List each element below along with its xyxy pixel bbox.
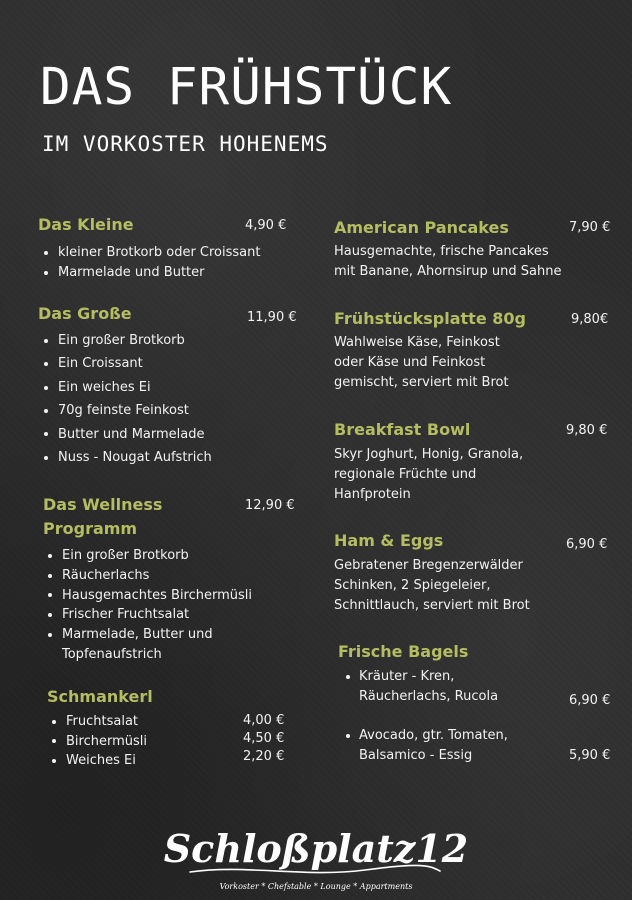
list-wellness <box>44 546 252 665</box>
list-item: Räucherlachs <box>44 566 252 586</box>
list-item: Ein Croissant <box>40 352 212 375</box>
logo-swash-icon <box>185 862 445 880</box>
bagel-item-avocado: Avocado, gtr. Tomaten, Balsamico - Essig <box>338 726 508 766</box>
logo-tagline: Vorkoster * Chefstable * Lounge * Appartments <box>219 882 413 891</box>
desc-american-pancakes: Hausgemachte, frische Pancakes mit Banane, Ahornsirup und Sahne <box>334 244 562 279</box>
price-american-pancakes: 7,90 € <box>569 220 611 235</box>
price-wellness: 12,90 € <box>245 498 295 513</box>
list-item: Marmelade, Butter und <box>44 625 252 645</box>
list-item: Ein großer Brotkorb <box>44 546 252 566</box>
list-das-kleine <box>40 243 260 283</box>
price-fruchtsalat: 4,00 € <box>243 713 285 728</box>
list-item-continuation: Topfenaufstrich <box>62 646 162 662</box>
list-schmankerl <box>48 712 147 771</box>
section-title-schmankerl: Schmankerl <box>47 687 153 706</box>
list-das-grosse <box>40 329 212 469</box>
page-title: DAS FRÜHSTÜCK <box>40 58 453 117</box>
list-item: Ein großer Brotkorb <box>40 329 212 352</box>
logo-wordmark: Schloßplatz12 <box>163 826 469 871</box>
list-item: Weiches Ei <box>48 751 147 771</box>
list-item: Nuss - Nougat Aufstrich <box>40 446 212 469</box>
price-breakfast-bowl: 9,80 € <box>566 423 608 438</box>
section-title-wellness-line2: Programm <box>43 519 138 538</box>
price-das-kleine: 4,90 € <box>245 218 287 233</box>
section-title-breakfast-bowl: Breakfast Bowl <box>334 420 471 439</box>
section-title-das-grosse: Das Große <box>38 304 132 323</box>
desc-fruehstuecksplatte: Wahlweise Käse, Feinkost oder Käse und Feinkost gemischt, serviert mit Brot <box>334 335 509 390</box>
desc-ham-eggs: Gebratener Bregenzerwälder Schinken, 2 Spiegeleier, Schnittlauch, serviert mit Brot <box>334 558 530 613</box>
section-title-ham-eggs: Ham & Eggs <box>334 531 444 550</box>
section-title-frische-bagels: Frische Bagels <box>338 642 469 661</box>
section-title-american-pancakes: American Pancakes <box>334 218 509 237</box>
section-title-fruehstuecksplatte: Frühstücksplatte 80g <box>334 309 526 328</box>
price-birchermuesli: 4,50 € <box>243 731 285 746</box>
price-bagel-avocado: 5,90 € <box>569 748 611 763</box>
list-item: kleiner Brotkorb oder Croissant <box>40 243 260 263</box>
price-weiches-ei: 2,20 € <box>243 749 285 764</box>
list-item: 70g feinste Feinkost <box>40 399 212 422</box>
price-ham-eggs: 6,90 € <box>566 537 608 552</box>
list-item: Birchermüsli <box>48 732 147 752</box>
list-item: Frischer Fruchtsalat <box>44 605 252 625</box>
section-title-das-kleine: Das Kleine <box>38 215 134 234</box>
list-item: Hausgemachtes Birchermüsli <box>44 586 252 606</box>
list-item: Marmelade und Butter <box>40 263 260 283</box>
page-subtitle: IM VORKOSTER HOHENEMS <box>42 132 329 156</box>
bagel-item-kraeuter: Kräuter - Kren, Räucherlachs, Rucola <box>338 667 498 707</box>
price-das-grosse: 11,90 € <box>247 310 297 325</box>
price-fruehstuecksplatte: 9,80€ <box>571 312 609 327</box>
desc-breakfast-bowl: Skyr Joghurt, Honig, Granola, regionale Früchte und Hanfprotein <box>334 447 524 502</box>
section-title-wellness-line1: Das Wellness <box>43 495 163 514</box>
price-bagel-kraeuter: 6,90 € <box>569 693 611 708</box>
list-item: Fruchtsalat <box>48 712 147 732</box>
list-item: Butter und Marmelade <box>40 423 212 446</box>
list-item: Ein weiches Ei <box>40 376 212 399</box>
